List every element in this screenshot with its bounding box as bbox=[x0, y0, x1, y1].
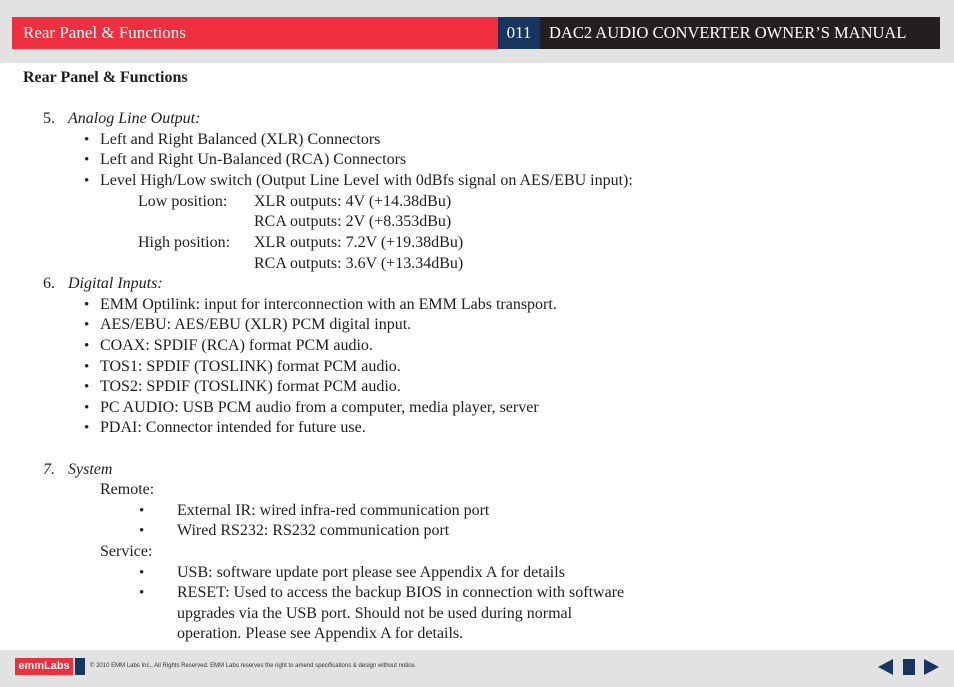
list-item-continuation: operation. Please see Appendix A for details. bbox=[177, 625, 464, 642]
next-page-icon[interactable] bbox=[924, 659, 939, 675]
page-heading: Rear Panel & Functions bbox=[23, 69, 188, 86]
manual-title: DAC2 AUDIO CONVERTER OWNER’S MANUAL bbox=[540, 17, 940, 49]
low-position-label: Low position: bbox=[138, 193, 228, 210]
list-item: TOS1: SPDIF (TOSLINK) format PCM audio. bbox=[100, 358, 401, 375]
list-item-continuation: upgrades via the USB port. Should not be used during normal bbox=[177, 605, 573, 622]
bullet-icon: • bbox=[139, 565, 145, 581]
list-item: PC AUDIO: USB PCM audio from a computer, media player, server bbox=[100, 399, 539, 416]
remote-label: Remote: bbox=[100, 481, 155, 498]
list-item: USB: software update port please see Appendix A for details bbox=[177, 564, 565, 581]
bullet-icon: • bbox=[84, 359, 90, 375]
bullet-icon: • bbox=[139, 503, 145, 519]
list-item: Left and Right Balanced (XLR) Connectors bbox=[100, 131, 381, 148]
list-item: AES/EBU: AES/EBU (XLR) PCM digital input. bbox=[100, 316, 412, 333]
bullet-icon: • bbox=[139, 523, 145, 539]
item7-number: 7. bbox=[43, 461, 55, 478]
item7-title: System bbox=[68, 461, 113, 478]
bullet-icon: • bbox=[84, 132, 90, 148]
list-item: External IR: wired infra-red communication port bbox=[177, 502, 490, 519]
bullet-icon: • bbox=[84, 297, 90, 313]
bullet-icon: • bbox=[84, 317, 90, 333]
section-title: Rear Panel & Functions bbox=[12, 17, 498, 49]
list-item: COAX: SPDIF (RCA) format PCM audio. bbox=[100, 337, 373, 354]
home-icon[interactable] bbox=[903, 659, 915, 675]
bullet-icon: • bbox=[139, 585, 145, 601]
copyright-notice: © 2010 EMM Labs Inc., All Rights Reserved. EMM Labs reserves the right to amend specifications & design without notice. bbox=[90, 663, 417, 669]
high-position-value: XLR outputs: 7.2V (+19.38dBu) bbox=[254, 234, 464, 251]
item6-title: Digital Inputs: bbox=[68, 275, 163, 292]
high-position-label: High position: bbox=[138, 234, 231, 251]
bullet-icon: • bbox=[84, 173, 90, 189]
bullet-icon: • bbox=[84, 152, 90, 168]
list-item: Level High/Low switch (Output Line Level with 0dBfs signal on AES/EBU input): bbox=[100, 172, 633, 189]
list-item: TOS2: SPDIF (TOSLINK) format PCM audio. bbox=[100, 378, 401, 395]
item6-number: 6. bbox=[43, 275, 55, 292]
service-label: Service: bbox=[100, 543, 153, 560]
item5-title: Analog Line Output: bbox=[68, 110, 201, 127]
logo-accent-bar bbox=[75, 658, 85, 675]
list-item: RESET: Used to access the backup BIOS in connection with software bbox=[177, 584, 625, 601]
bullet-icon: • bbox=[84, 420, 90, 436]
bullet-icon: • bbox=[84, 338, 90, 354]
item5-number: 5. bbox=[43, 110, 55, 127]
high-position-value: RCA outputs: 3.6V (+13.34dBu) bbox=[254, 255, 464, 272]
bullet-icon: • bbox=[84, 400, 90, 416]
emm-labs-logo: emmLabs bbox=[15, 658, 73, 675]
bullet-icon: • bbox=[84, 379, 90, 395]
list-item: Left and Right Un-Balanced (RCA) Connectors bbox=[100, 151, 407, 168]
low-position-value: RCA outputs: 2V (+8.353dBu) bbox=[254, 213, 452, 230]
low-position-value: XLR outputs: 4V (+14.38dBu) bbox=[254, 193, 452, 210]
list-item: EMM Optilink: input for interconnection with an EMM Labs transport. bbox=[100, 296, 557, 313]
previous-page-icon[interactable] bbox=[878, 659, 893, 675]
page-number: 011 bbox=[498, 17, 540, 49]
list-item: Wired RS232: RS232 communication port bbox=[177, 522, 450, 539]
list-item: PDAI: Connector intended for future use. bbox=[100, 419, 366, 436]
